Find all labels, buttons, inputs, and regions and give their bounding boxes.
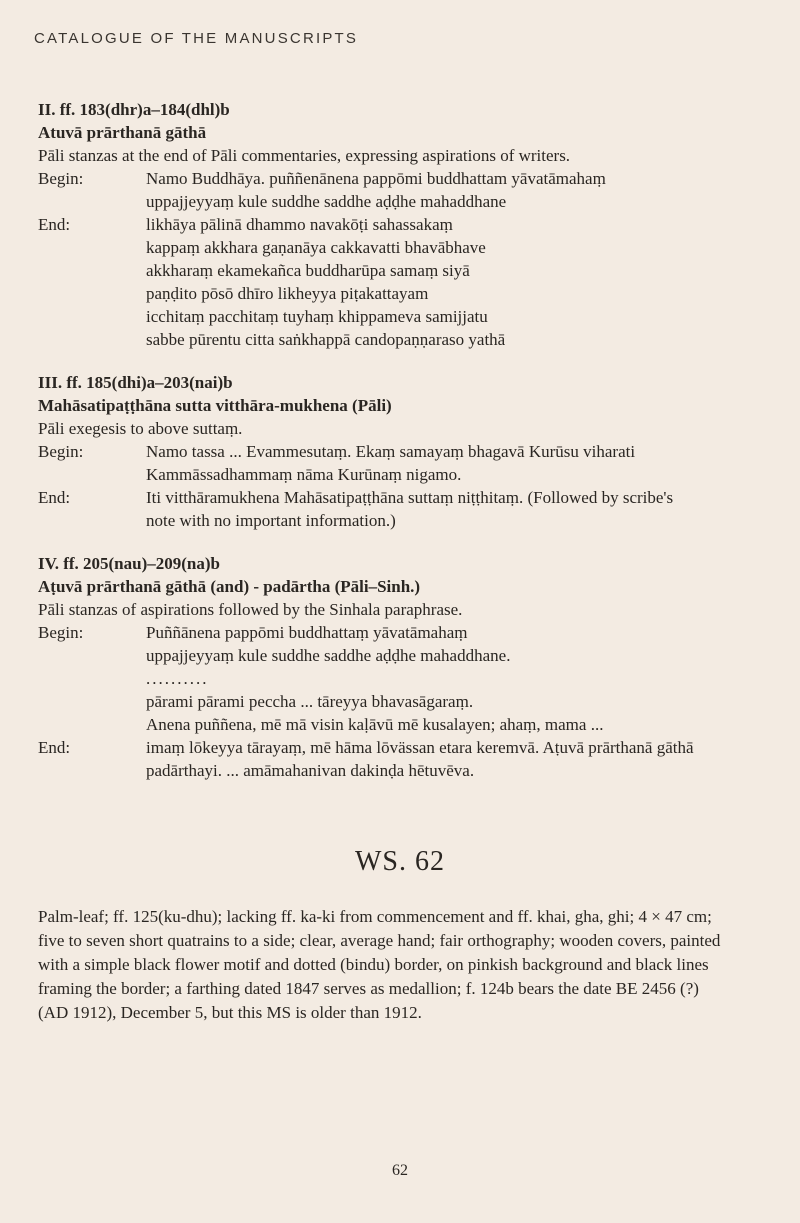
- text-line: kappaṃ akkhara gaṇanāya cakkavatti bhavābhave: [146, 238, 486, 257]
- end-row: [38, 213, 778, 351]
- end-text: [146, 486, 778, 532]
- end-label: End:: [38, 738, 71, 757]
- text-line: Namo Buddhāya. puññenānena pappōmi buddhattam yāvatāmahaṃ: [146, 169, 606, 188]
- text-line: Iti vitthāramukhena Mahāsatipaṭṭhāna suttaṃ niṭṭhitaṃ. (Followed by scribe's: [146, 488, 674, 507]
- manuscript-description: [38, 905, 768, 1025]
- text-line: akkharaṃ ekamekañca buddharūpa samaṃ siyā: [146, 261, 470, 280]
- begin-text: [146, 167, 778, 213]
- entry-title: Mahāsatipaṭṭhāna sutta vitthāra-mukhena (Pāli): [38, 396, 392, 415]
- text-line: icchitaṃ pacchitaṃ tuyhaṃ khippameva samijjatu: [146, 307, 488, 326]
- entry-heading: IV. ff. 205(nau)–209(na)b: [38, 554, 220, 573]
- catalogue-entries: [38, 98, 778, 802]
- begin-text: [146, 621, 778, 667]
- entry-description: Pāli stanzas at the end of Pāli commentaries, expressing aspirations of writers.: [38, 146, 571, 165]
- end-row: [38, 736, 778, 782]
- text-line: note with no important information.): [146, 511, 396, 530]
- begin-row: [38, 440, 778, 486]
- end-text: [146, 213, 778, 351]
- page-number: 62: [392, 1162, 408, 1179]
- end-label: End:: [38, 488, 71, 507]
- manuscript-title: WS. 62: [355, 846, 445, 877]
- text-line: sabbe pūrentu citta saṅkhappā candopaṇṇaraso yathā: [146, 330, 506, 349]
- entry-title: Aṭuvā prārthanā gāthā (and) - padārtha (Pāli–Sinh.): [38, 577, 421, 596]
- entry-ii: [38, 98, 778, 351]
- text-line: uppajjeyyaṃ kule suddhe saddhe aḍḍhe mahaddhane: [146, 192, 507, 211]
- begin-label: Begin:: [38, 442, 84, 461]
- text-line: five to seven short quatrains to a side; clear, average hand; fair orthography; wooden covers, painted: [38, 931, 721, 950]
- text-line: likhāya pālinā dhammo navakōṭi sahassakaṃ: [146, 215, 453, 234]
- text-line: Puññānena pappōmi buddhattaṃ yāvatāmahaṃ: [146, 623, 468, 642]
- text-line: Palm-leaf; ff. 125(ku-dhu); lacking ff. ka-ki from commencement and ff. khai, gha, ghi; 4 × 47 cm;: [38, 907, 712, 926]
- continued-row: [38, 690, 778, 736]
- entry-description: Pāli stanzas of aspirations followed by the Sinhala paraphrase.: [38, 600, 463, 619]
- end-label: End:: [38, 215, 71, 234]
- text-line: with a simple black flower motif and dotted (bindu) border, on pinkish background and black lines: [38, 955, 709, 974]
- entry-iii: [38, 371, 778, 532]
- text-line: uppajjeyyaṃ kule suddhe saddhe aḍḍhe mahaddhane.: [146, 646, 511, 665]
- entry-heading: III. ff. 185(dhi)a–203(nai)b: [38, 373, 233, 392]
- entry-description: Pāli exegesis to above suttaṃ.: [38, 419, 243, 438]
- entry-title: Atuvā prārthanā gāthā: [38, 123, 207, 142]
- text-line: imaṃ lōkeyya tārayaṃ, mē hāma lōvässan etara keremvā. Aṭuvā prārthanā gāthā: [146, 738, 694, 757]
- entry-heading: II. ff. 183(dhr)a–184(dhl)b: [38, 100, 230, 119]
- continued-spacer: [38, 690, 146, 736]
- running-header: CATALOGUE OF THE MANUSCRIPTS: [34, 30, 359, 47]
- ellipsis-dots: ..........: [146, 669, 209, 688]
- text-line: (AD 1912), December 5, but this MS is older than 1912.: [38, 1003, 422, 1022]
- text-line: Anena puññena, mē mā visin kaḷāvū mē kusalayen; ahaṃ, mama ...: [146, 715, 604, 734]
- begin-row: [38, 167, 778, 213]
- text-line: paṇḍito pōsō dhīro likheyya piṭakattayam: [146, 284, 429, 303]
- end-row: [38, 486, 778, 532]
- continued-text: [146, 690, 778, 736]
- begin-label: Begin:: [38, 623, 84, 642]
- begin-text: [146, 440, 778, 486]
- text-line: framing the border; a farthing dated 1847 serves as medallion; f. 124b bears the date BE 2456 (?): [38, 979, 699, 998]
- begin-row: [38, 621, 778, 667]
- text-line: pārami pārami peccha ... tāreyya bhavasāgaraṃ.: [146, 692, 474, 711]
- text-line: Kammāssadhammaṃ nāma Kurūnaṃ nigamo.: [146, 465, 462, 484]
- entry-iv: [38, 552, 778, 782]
- begin-label: Begin:: [38, 169, 84, 188]
- text-line: padārthayi. ... amāmahanivan dakinḍa hētuvēva.: [146, 761, 475, 780]
- end-text: [146, 736, 778, 782]
- text-line: Namo tassa ... Evammesutaṃ. Ekaṃ samayaṃ bhagavā Kurūsu viharati: [146, 442, 636, 461]
